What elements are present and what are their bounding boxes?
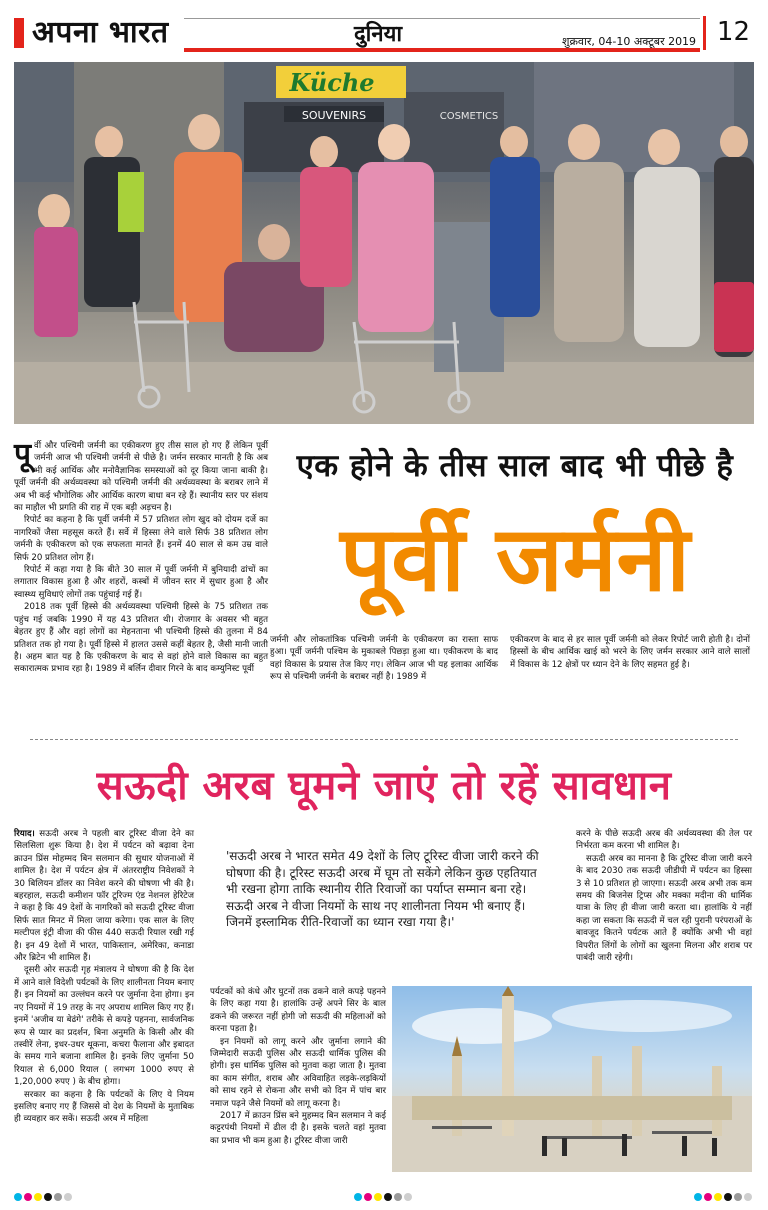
article2-column-2: [210, 986, 386, 1147]
page-number-divider: [703, 16, 706, 50]
drop-cap: पू: [14, 437, 32, 472]
issue-date: शुक्रवार, 04-10 अक्टूबर 2019: [562, 35, 697, 48]
article1-paragraph-2: रिपोर्ट का कहना है कि पूर्वी जर्मनी में 57 प्रतिशत लोग खुद को दोयम दर्जे का नागरिकों जैसा महसूस करते हैं। सर्वे में हिस्सा लेने वाले सिर्फ 38 प्रतिशत लोग जर्मनी के एकीकरण को एक सफलता मानते हैं। इनमें 40 साल से कम उम्र वाले सिर्फ 20 प्रतिशत लोग हैं।: [14, 515, 268, 563]
article1-column-3: [510, 634, 750, 671]
article1-paragraph-1: पूर्वी और पश्चिमी जर्मनी का एकीकरण हुए तीस साल हो गए हैं लेकिन पूर्वी जर्मनी आज भी पश्चिमी जर्मनी से पीछे है। जर्मन सरकार मानती है कि अब भी कई आर्थिक और मनोवैज्ञानिक समस्याओं को दूर किया जाना बाकी है। पूर्वी जर्मनी की अर्थव्यवस्था को पश्चिमी जर्मनी की अर्थव्यवस्था के बराबर लाने में अब भी कई भौगोलिक और आर्थिक कारण बाधा बन रहे हैं। स्थानीय स्तर पर संशय का माहौल भी प्रगति की राह में एक बड़ी अड़चन है।: [14, 437, 268, 514]
street-crowd-illustration: [14, 62, 754, 424]
page-number: 12: [716, 17, 750, 47]
article1-column-1: [14, 437, 268, 676]
article2-paragraph-6: पर्यटकों को कंधे और घुटनों तक ढकने वाले कपड़े पहनने के लिए कहा गया है। हालांकि उन्हें अपने सिर के बाल ढकने की जरूरत नहीं होगी जो सऊदी की महिलाओं को करना पड़ता है।: [210, 987, 386, 1035]
registration-dots-center: [354, 1186, 414, 1205]
sign-cosmetics: COSMETICS: [439, 111, 499, 122]
article2-paragraph-1: रियाद। सऊदी अरब ने पहली बार टूरिस्ट वीजा देने का सिलसिला शुरू किया है। देश में पर्यटन को बढ़ावा देना क्राउन प्रिंस मोहम्मद बिन सलमान की सुधार योजनाओं में शामिल है। देश में पर्यटन क्षेत्र में अंतरराष्ट्रीय निवेशकों ने 30 बिलियन डॉलर का निवेश करने की घोषणा भी की है। बहरहाल, सऊदी कमीशन फॉर टूरिज्म एंड नेशनल हेरिटेज ने कहा है कि 49 देशों के नागरिकों को सऊदी टूरिस्ट वीजा सिर्फ सात मिनट में मिला जाया करेगा। एक साल के लिए मल्टीपल इंट्री वीजा की फीस 440 सऊदी रियाल रखी गई है। इन 49 देशों में भारत, पाकिस्तान, अमेरिका, कनाडा और ब्रिटेन भी शामिल हैं।: [14, 829, 194, 964]
article2-column-3: [576, 828, 752, 964]
masthead-red-block: [14, 18, 24, 48]
sign-kuche: Küche: [289, 68, 375, 97]
mosque-photo: [392, 986, 752, 1172]
article2-paragraph-8: 2017 में क्राउन प्रिंस बने मुहम्मद बिन सलमान ने कई कट्टरपंथी नियमों में ढील दी है। इसके चलते वहां मुतवा का प्रभाव भी कम हुआ है। टूरिस्ट वीजा जारी: [210, 1111, 386, 1146]
masthead-top-rule: [184, 18, 700, 19]
article2-column-1: [14, 828, 194, 1126]
article1-kicker: एक होने के तीस साल बाद भी पीछे है: [296, 448, 734, 484]
article2-paragraph-4: करने के पीछे सऊदी अरब की अर्थव्यवस्था की तेल पर निर्भरता कम करना भी शामिल है।: [576, 829, 752, 852]
dateline: रियाद।: [14, 829, 35, 839]
section-title: दुनिया: [354, 22, 403, 47]
article1-paragraph-4: 2018 तक पूर्वी हिस्से की अर्थव्यवस्था पश्चिमी हिस्से के 75 प्रतिशत तक पहुंच गई जबकि 1990 में यह 43 प्रतिशत थी। रोजगार के अवसर भी बहुत बेहतर हुए हैं और वहां लोगों का मेहनताना भी पश्चिमी हिस्से की तुलना में 84 प्रतिशत तक हो गया है। पूर्वी हिस्से में हालत उससे कहीं बेहतर है, जैसी मानी जाती है। अहम बात यह है कि एकीकरण के बाद से वहां होने वाले विकास का बहुत सकारात्मक प्रभाव रहा है। 1989 में बर्लिन दीवार गिरने के बाद कम्युनिस्ट पूर्वी: [14, 602, 268, 675]
article1-paragraph-3: रिपोर्ट में कहा गया है कि बीते 30 साल में पूर्वी जर्मनी में बुनियादी ढांचों का लगातार विकास हुआ है और शहरों, कस्बों में जीवन स्तर में सुधार हुआ है और स्वास्थ्य सुविधाएं लोगों तक पहुंचाई गई हैं।: [14, 565, 268, 600]
article2-headline: सऊदी अरब घूमने जाएं तो रहें सावधान: [96, 763, 672, 809]
masthead-red-rule: [184, 48, 700, 52]
article1-column-2: [270, 634, 498, 684]
sign-souvenirs: SOUVENIRS: [301, 109, 367, 122]
article1-paragraph-5: जर्मनी और लोकतांत्रिक पश्चिमी जर्मनी के एकीकरण का रास्ता साफ हुआ। पूर्वी जर्मनी पश्चिम के मुकाबले पिछड़ा हुआ था। एकीकरण के बाद वहां विकास के प्रयास तेज किए गए। लेकिन आज भी यह इलाका आर्थिक रूप से पश्चिमी जर्मनी के बराबर नहीं है। 1989 में: [270, 635, 498, 683]
registration-marks: [14, 1186, 754, 1200]
article1-paragraph-6: एकीकरण के बाद से हर साल पूर्वी जर्मनी को लेकर रिपोर्ट जारी होती है। दोनों हिस्सों के बीच आर्थिक खाई को भरने के लिए जर्मन सरकार आने वाले सालों में विकास के 12 क्षेत्रों पर ध्यान देने के लिए सहमत हुई है।: [510, 635, 750, 670]
mosque-illustration: [392, 986, 752, 1172]
article1-title: पूर्वी जर्मनी: [340, 507, 690, 612]
registration-dots-left: [14, 1186, 74, 1205]
article-separator: [30, 739, 738, 740]
article2-paragraph-5: सऊदी अरब का मानना है कि टूरिस्ट वीजा जारी करने के बाद 2030 तक सऊदी जीडीपी में पर्यटन का हिस्सा 3 से 10 प्रतिशत हो जाएगा। सऊदी अरब अभी तक कम समय की बिजनेस ट्रिप्स और मक्का मदीना की धार्मिक यात्रा के लिए ही वीजा जारी करता था। हालांकि ये नहीं कहा जा सकता कि सऊदी में चल रही पुरानी परंपराओं के बावजूद कितने पर्यटक आते हैं क्योंकि अभी भी वहां विपरीत लिंगों के लोगों का खुलना मिलना और शराब पर पाबंदी जारी रहेगी।: [576, 853, 752, 964]
article2-paragraph-3: सरकार का कहना है कि पर्यटकों के लिए ये नियम इसलिए बनाए गए हैं जिससे वो देश के नियमों के मुताबिक ही व्यवहार कर सकें। सऊदी अरब में महिला: [14, 1089, 194, 1125]
article2-paragraph-7: इन नियमों को लागू करने और जुर्माना लगाने की जिम्मेदारी सऊदी पुलिस और सऊदी धार्मिक पुलिस की होगी। इस धार्मिक पुलिस को मुतवा कहा जाता है। मुतवा का काम संगीत, शराब और अविवाहित लड़के-लड़कियों को साथ रहने से रोकना और सभी को दिन में पांच बार नमाज पढ़ने जैसे नियमों को लागू करना है।: [210, 1036, 386, 1109]
registration-dots-right: [694, 1186, 754, 1205]
masthead: [14, 14, 754, 54]
newspaper-brand: अपना भारत: [32, 15, 169, 50]
article2-paragraph-2: दूसरी ओर सऊदी गृह मंत्रालय ने घोषणा की है कि देश में आने वाले विदेशी पर्यटकों के लिए शालीनता नियम बनाए हैं। इन नियमों का उल्लंघन करने पर जुर्माना देना होगा। इन नए नियमों में 19 तरह के नए अपराध शामिल किए गए हैं। इनमें 'अजीब या बेढंगे' तरीके से कपड़े पहनना, सार्वजनिक रूप से प्यार का प्रदर्शन, बिना अनुमति के किसी और की तस्वीरें लेना, इधर-उधर थूकना, कचरा फैलाना और इबादत के समय गाने बजाना शामिल है। इनके लिए जुर्माना 50 रियाल से 6,000 रियाल ( लगभग 1000 रुपए से 1,20,000 रुपए ) के बीच होगा।: [14, 965, 194, 1088]
street-crowd-photo: [14, 62, 754, 424]
pull-quote: 'सऊदी अरब ने भारत समेत 49 देशों के लिए टूरिस्ट वीजा जारी करने की घोषणा की है। टूरिस्ट सऊदी अरब में घूम तो सकेंगे लेकिन कुछ एहतियात भी रखना होगा ताकि स्थानीय रीति रिवाजों का पर्याप्त सम्मान बना रहे। सऊदी अरब ने वीजा नियमों के साथ नए शालीनता नियम भी बनाए हैं। जिनमें इस्लामिक रीति-रिवाजों का ध्यान रखा गया है।': [226, 849, 539, 929]
